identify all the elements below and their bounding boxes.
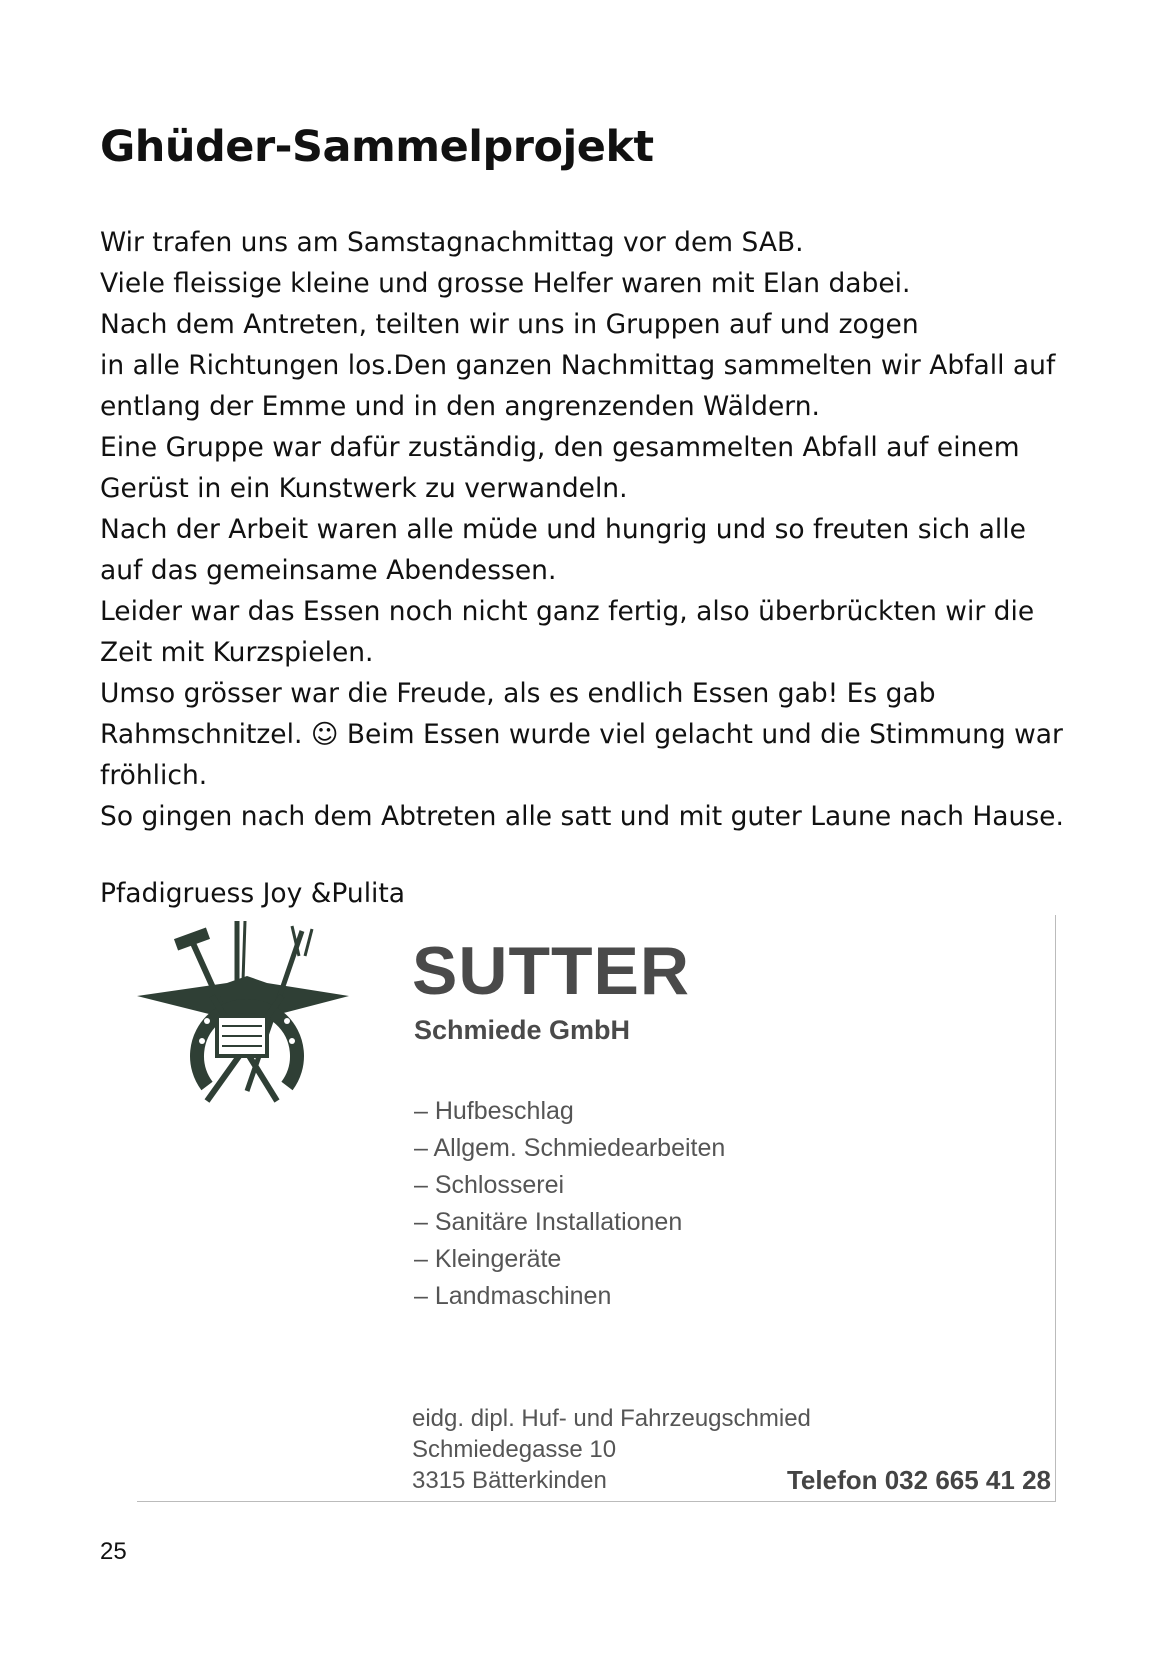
page-number: 25 bbox=[100, 1538, 127, 1565]
service-item: – Hufbeschlag bbox=[414, 1097, 574, 1125]
city-address: 3315 Bätterkinden bbox=[412, 1467, 607, 1494]
article-line: Leider war das Essen noch nicht ganz fertig, also überbrückten wir die bbox=[100, 596, 1035, 627]
blacksmith-emblem-icon bbox=[137, 921, 349, 1111]
page-title: Ghüder-Sammelprojekt bbox=[100, 122, 654, 172]
service-item: – Allgem. Schmiedearbeiten bbox=[414, 1134, 726, 1162]
article-line: fröhlich. bbox=[100, 760, 208, 791]
service-item: – Landmaschinen bbox=[414, 1282, 612, 1310]
street-address: Schmiedegasse 10 bbox=[412, 1436, 617, 1463]
phone-number: Telefon 032 665 41 28 bbox=[786, 1465, 1051, 1495]
article-line: Rahmschnitzel. ☺ Beim Essen wurde viel gelacht und die Stimmung war bbox=[100, 719, 1063, 750]
article-body bbox=[100, 222, 1140, 837]
article-line: Umso grösser war die Freude, als es endlich Essen gab! Es gab bbox=[100, 678, 936, 709]
service-item: – Kleingeräte bbox=[414, 1245, 562, 1273]
address-block bbox=[412, 1403, 811, 1496]
service-item: – Sanitäre Installationen bbox=[414, 1208, 683, 1236]
article-line: So gingen nach dem Abtreten alle satt und mit guter Laune nach Hause. bbox=[100, 801, 1064, 832]
sutter-advertisement bbox=[137, 915, 1056, 1502]
brand-name: SUTTER bbox=[412, 933, 690, 1009]
article-line: Gerüst in ein Kunstwerk zu verwandeln. bbox=[100, 473, 628, 504]
article-line: Nach der Arbeit waren alle müde und hungrig und so freuten sich alle bbox=[100, 514, 1026, 545]
services-list bbox=[414, 1093, 725, 1315]
article-line: auf das gemeinsame Abendessen. bbox=[100, 555, 557, 586]
article-line: Eine Gruppe war dafür zuständig, den gesammelten Abfall auf einem bbox=[100, 432, 1020, 463]
article-line: Nach dem Antreten, teilten wir uns in Gruppen auf und zogen bbox=[100, 309, 919, 340]
article-line: Zeit mit Kurzspielen. bbox=[100, 637, 374, 668]
signature: Pfadigruess Joy &Pulita bbox=[100, 878, 406, 909]
brand-subtitle: Schmiede GmbH bbox=[414, 1015, 631, 1045]
article-line: Viele fleissige kleine und grosse Helfer waren mit Elan dabei. bbox=[100, 268, 911, 299]
article-line: entlang der Emme und in den angrenzenden Wäldern. bbox=[100, 391, 820, 422]
article-line: Wir trafen uns am Samstagnachmittag vor dem SAB. bbox=[100, 227, 804, 258]
service-item: – Schlosserei bbox=[414, 1171, 565, 1199]
qualification: eidg. dipl. Huf- und Fahrzeugschmied bbox=[412, 1405, 811, 1432]
article-line: in alle Richtungen los.Den ganzen Nachmittag sammelten wir Abfall auf bbox=[100, 350, 1056, 381]
